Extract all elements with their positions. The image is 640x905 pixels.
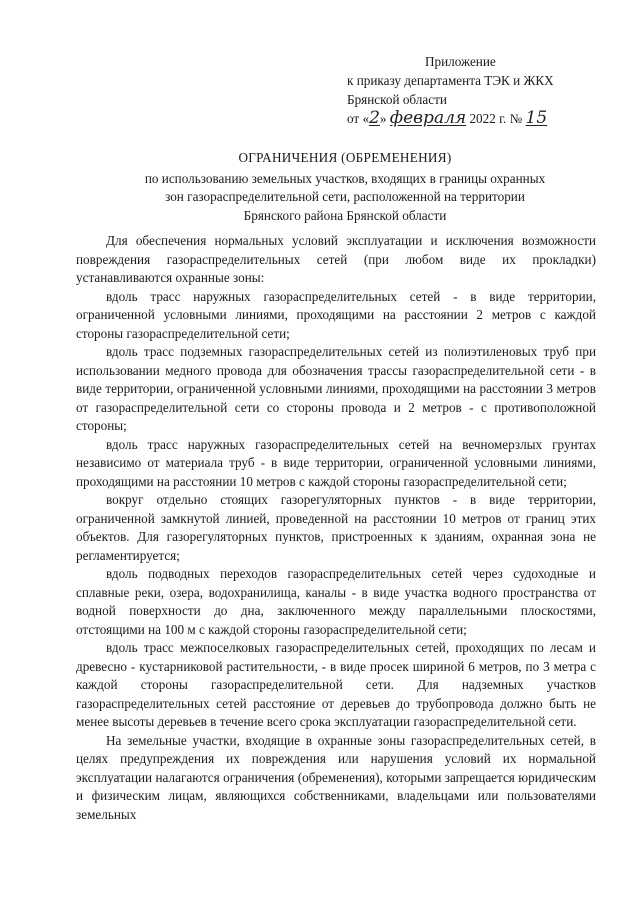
title-sub-2: зон газораспределительной сети, расположенной на территории (165, 189, 525, 204)
document-title (60, 149, 630, 225)
paragraph: Для обеспечения нормальных условий эксплуатации и исключения возможности повреждения газораспределительных сетей (при любом виде их прокладки) устанавливаются охранные зоны: (76, 233, 596, 285)
title-main: ОГРАНИЧЕНИЯ (ОБРЕМЕНЕНИЯ) (238, 150, 452, 165)
paragraph: На земельные участки, входящие в охранные зоны газораспределительных сетей, в целях предупреждения их повреждения или нарушения условий их нормальной эксплуатации налагаются ограничения (обременения), которыми запрещается юридическим и физическим лицам, являющихся собственниками, владельцами или пользователями земельных (76, 732, 596, 822)
date-prefix: от « (347, 111, 370, 126)
handwritten-month: февраля (389, 108, 467, 128)
year-text: 2022 г. № (469, 111, 523, 126)
document-body (76, 232, 596, 824)
paragraph: вдоль трасс межпоселковых газораспределительных сетей, проходящих по лесам и древесно - кустарниковой растительности, - в виде просек шириной 6 метров, по 3 метра с каждой стороны газораспределительной сети. Для надземных участков газораспределительных сетей расстояние от деревьев до трубопровода должно быть не менее высоты деревьев в течение всего срока эксплуатации газораспределительной сети. (76, 640, 596, 729)
order-date-line (347, 109, 554, 128)
region-name: Брянской области (347, 92, 447, 107)
appendix-header (347, 52, 554, 128)
paragraph: вдоль подводных переходов газораспределительных сетей через судоходные и сплавные реки, озера, водохранилища, каналы - в виде участка водного пространства от водной поверхности до дна, заключенного между параллельными плоскостями, отстоящими на 100 м с каждой стороны газораспределительной сети; (76, 566, 596, 637)
title-sub-1: по использованию земельных участков, входящих в границы охранных (144, 170, 546, 186)
handwritten-day: 2 (369, 108, 380, 128)
title-sub-3: Брянского района Брянской области (243, 207, 447, 223)
paragraph: вокруг отдельно стоящих газорегуляторных пунктов - в виде территории, ограниченной замкнутой линией, проведенной на расстоянии 10 метров от границ этих объектов. Для газорегуляторных пунктов, пристроенных к зданиям, охранная зона не регламентируется; (76, 492, 596, 563)
date-mid: » (379, 111, 387, 126)
handwritten-number: 15 (525, 108, 548, 128)
appendix-label: Приложение (425, 54, 496, 69)
order-reference: к приказу департамента ТЭК и ЖКХ (347, 73, 554, 88)
paragraph: вдоль трасс подземных газораспределительных сетей из полиэтиленовых труб при использовании медного провода для обозначения трассы газораспределительной сети - в виде территории, ограниченной условными линиями, проходящими на расстоянии 3 метров от газораспределительной сети со стороны провода и 2 метров - с противоположной стороны; (76, 344, 596, 433)
paragraph: вдоль трасс наружных газораспределительных сетей на вечномерзлых грунтах независимо от материала труб - в виде территории, ограниченной условными линиями, проходящими на расстоянии 10 метров с каждой стороны газораспределительной сети; (76, 436, 596, 489)
paragraph: вдоль трасс наружных газораспределительных сетей - в виде территории, ограниченной условными линиями, проходящими на расстоянии 2 метров с каждой стороны газораспределительной сети; (76, 288, 596, 341)
